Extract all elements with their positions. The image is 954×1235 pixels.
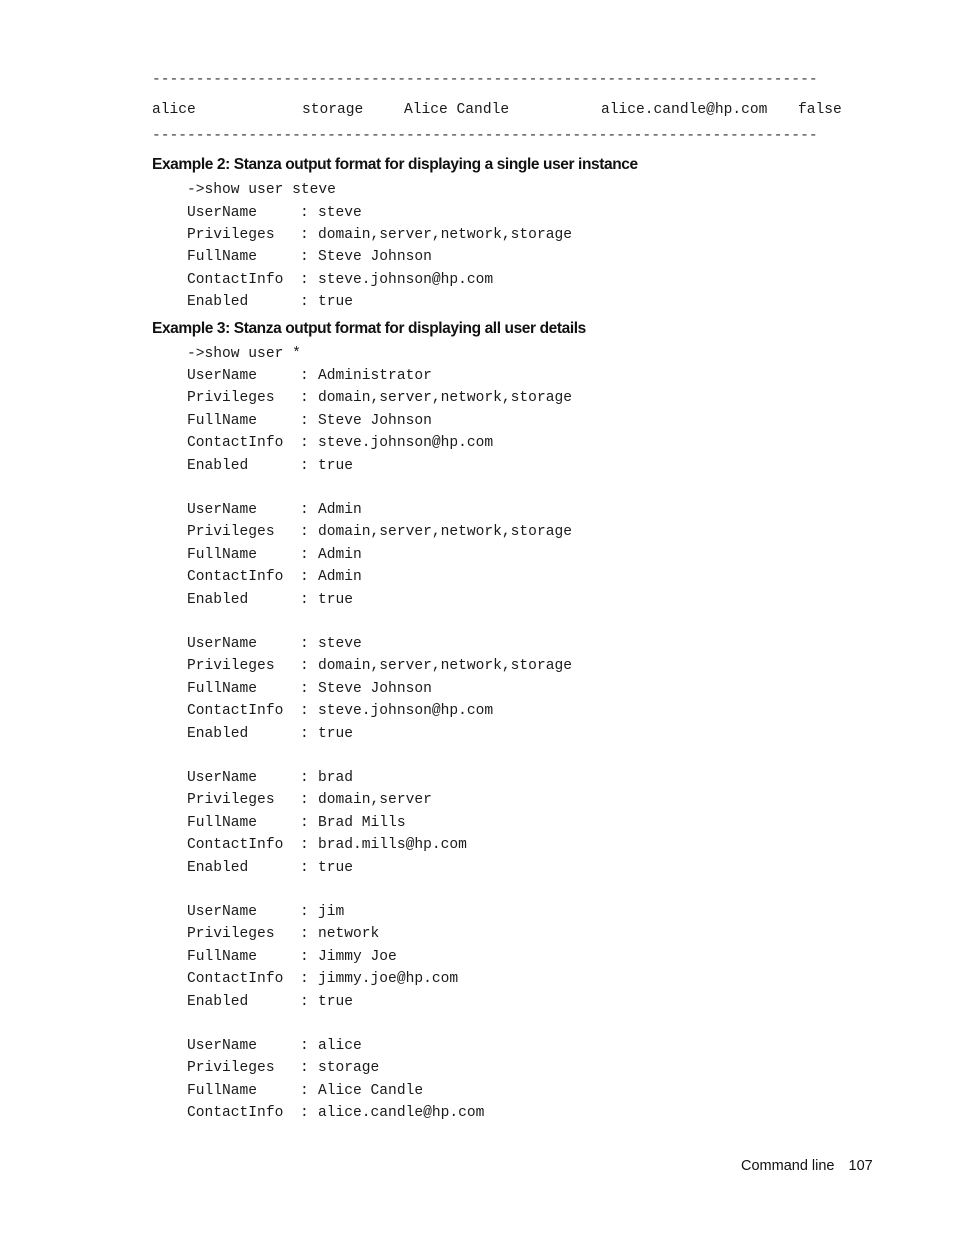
field-value: true bbox=[318, 591, 354, 608]
field-value: alice.candle@hp.com bbox=[318, 1105, 485, 1122]
table-rule-top: ---------------------------------------------------------------------------- bbox=[152, 72, 818, 88]
stanza-field-row bbox=[0, 432, 954, 454]
example3-command: ->show user * bbox=[187, 346, 301, 362]
field-value: Alice Candle bbox=[318, 1082, 424, 1099]
field-value: Steve Johnson bbox=[318, 680, 432, 697]
stanza-field-row bbox=[0, 365, 954, 387]
field-label: UserName bbox=[187, 204, 258, 221]
stanza-field-row bbox=[0, 269, 954, 291]
field-separator: : bbox=[300, 993, 309, 1010]
stanza-field-row bbox=[0, 723, 954, 745]
field-separator: : bbox=[300, 294, 309, 311]
table-cell-username: alice bbox=[152, 102, 196, 118]
field-separator: : bbox=[300, 948, 309, 965]
field-label: Enabled bbox=[187, 591, 249, 608]
field-label: Privileges bbox=[187, 226, 275, 243]
field-separator: : bbox=[300, 971, 309, 988]
field-separator: : bbox=[300, 680, 309, 697]
stanza-field-row bbox=[0, 767, 954, 789]
field-separator: : bbox=[300, 1105, 309, 1122]
table-cell-privileges: storage bbox=[302, 102, 364, 118]
stanza-field-row bbox=[0, 923, 954, 945]
field-value: brad.mills@hp.com bbox=[318, 837, 467, 854]
stanza-field-row bbox=[0, 589, 954, 611]
page-number: 107 bbox=[848, 1158, 873, 1174]
stanza-field-row bbox=[0, 1057, 954, 1079]
field-separator: : bbox=[300, 524, 309, 541]
field-label: UserName bbox=[187, 1038, 258, 1054]
field-separator: : bbox=[300, 226, 309, 243]
field-value: steve.johnson@hp.com bbox=[318, 703, 494, 720]
field-separator: : bbox=[300, 837, 309, 854]
field-label: Enabled bbox=[187, 993, 249, 1010]
field-value: storage bbox=[318, 1060, 380, 1077]
field-separator: : bbox=[300, 1082, 309, 1099]
stanza-field-row bbox=[0, 812, 954, 834]
field-separator: : bbox=[300, 658, 309, 675]
field-label: FullName bbox=[187, 814, 258, 831]
field-label: ContactInfo bbox=[187, 1105, 284, 1122]
field-value: domain,server,network,storage bbox=[318, 226, 572, 243]
table-rule-bottom: ---------------------------------------------------------------------------- bbox=[152, 128, 818, 144]
field-separator: : bbox=[300, 703, 309, 720]
field-separator: : bbox=[300, 591, 309, 608]
field-value: brad bbox=[318, 770, 354, 786]
field-label: UserName bbox=[187, 368, 258, 384]
field-label: ContactInfo bbox=[187, 837, 284, 854]
field-separator: : bbox=[300, 412, 309, 429]
stanza-field-row bbox=[0, 387, 954, 409]
field-label: FullName bbox=[187, 412, 258, 429]
stanza-field-row bbox=[0, 655, 954, 677]
field-value: Steve Johnson bbox=[318, 249, 432, 266]
field-separator: : bbox=[300, 249, 309, 266]
field-separator: : bbox=[300, 904, 309, 920]
field-value: steve.johnson@hp.com bbox=[318, 271, 494, 288]
field-label: ContactInfo bbox=[187, 435, 284, 452]
field-label: UserName bbox=[187, 636, 258, 652]
field-separator: : bbox=[300, 457, 309, 474]
field-label: FullName bbox=[187, 680, 258, 697]
field-value: Admin bbox=[318, 569, 362, 586]
field-value: domain,server,network,storage bbox=[318, 658, 572, 675]
field-value: domain,server bbox=[318, 792, 432, 809]
stanza-field-row bbox=[0, 521, 954, 543]
stanza-field-row bbox=[0, 410, 954, 432]
field-separator: : bbox=[300, 204, 309, 221]
field-value: Brad Mills bbox=[318, 814, 406, 831]
field-label: Privileges bbox=[187, 390, 275, 407]
stanza-field-row bbox=[0, 202, 954, 224]
stanza-field-row bbox=[0, 991, 954, 1013]
stanza-field-row bbox=[0, 455, 954, 477]
stanza-field-row bbox=[0, 291, 954, 313]
stanza-field-row bbox=[0, 901, 954, 923]
field-label: Enabled bbox=[187, 457, 249, 474]
field-label: FullName bbox=[187, 1082, 258, 1099]
stanza-field-row bbox=[0, 224, 954, 246]
field-value: true bbox=[318, 294, 354, 311]
stanza-field-row bbox=[0, 633, 954, 655]
field-label: Enabled bbox=[187, 725, 249, 742]
field-label: ContactInfo bbox=[187, 271, 284, 288]
field-separator: : bbox=[300, 368, 309, 384]
field-separator: : bbox=[300, 859, 309, 876]
field-separator: : bbox=[300, 814, 309, 831]
field-separator: : bbox=[300, 636, 309, 652]
field-value: true bbox=[318, 859, 354, 876]
stanza-field-row bbox=[0, 1102, 954, 1124]
stanza-field-row bbox=[0, 789, 954, 811]
example2-command: ->show user steve bbox=[187, 182, 336, 198]
field-separator: : bbox=[300, 1060, 309, 1077]
field-separator: : bbox=[300, 271, 309, 288]
table-cell-contactinfo: alice.candle@hp.com bbox=[601, 102, 768, 118]
field-label: FullName bbox=[187, 546, 258, 563]
table-cell-fullname: Alice Candle bbox=[404, 102, 510, 118]
field-label: Privileges bbox=[187, 658, 275, 675]
field-label: Privileges bbox=[187, 524, 275, 541]
stanza-field-row bbox=[0, 566, 954, 588]
stanza-field-row bbox=[0, 946, 954, 968]
field-label: ContactInfo bbox=[187, 703, 284, 720]
stanza-field-row bbox=[0, 678, 954, 700]
field-separator: : bbox=[300, 725, 309, 742]
page-footer bbox=[741, 1158, 873, 1174]
field-label: Privileges bbox=[187, 792, 275, 809]
field-value: steve bbox=[318, 636, 362, 652]
field-value: jim bbox=[318, 904, 345, 920]
field-value: true bbox=[318, 457, 354, 474]
field-separator: : bbox=[300, 792, 309, 809]
stanza-field-row bbox=[0, 700, 954, 722]
field-separator: : bbox=[300, 435, 309, 452]
field-value: Admin bbox=[318, 502, 362, 518]
field-separator: : bbox=[300, 926, 309, 943]
stanza-field-row bbox=[0, 1080, 954, 1102]
field-separator: : bbox=[300, 546, 309, 563]
field-separator: : bbox=[300, 569, 309, 586]
stanza-field-row bbox=[0, 968, 954, 990]
stanza-field-row bbox=[0, 499, 954, 521]
field-separator: : bbox=[300, 390, 309, 407]
field-value: jimmy.joe@hp.com bbox=[318, 971, 459, 988]
stanza-field-row bbox=[0, 1035, 954, 1057]
field-label: ContactInfo bbox=[187, 971, 284, 988]
table-cell-enabled: false bbox=[798, 102, 842, 118]
stanza-field-row bbox=[0, 834, 954, 856]
field-value: true bbox=[318, 725, 354, 742]
field-value: domain,server,network,storage bbox=[318, 390, 572, 407]
field-value: true bbox=[318, 993, 354, 1010]
stanza-field-row bbox=[0, 246, 954, 268]
field-value: alice bbox=[318, 1038, 362, 1054]
field-value: Steve Johnson bbox=[318, 412, 432, 429]
footer-section-title: Command line bbox=[741, 1158, 835, 1174]
field-separator: : bbox=[300, 770, 309, 786]
field-separator: : bbox=[300, 502, 309, 518]
example2-heading: Example 2: Stanza output format for displaying a single user instance bbox=[152, 156, 638, 173]
field-label: UserName bbox=[187, 770, 258, 786]
field-value: Jimmy Joe bbox=[318, 948, 397, 965]
field-value: network bbox=[318, 926, 380, 943]
stanza-field-row bbox=[0, 544, 954, 566]
field-separator: : bbox=[300, 1038, 309, 1054]
field-label: ContactInfo bbox=[187, 569, 284, 586]
field-value: steve.johnson@hp.com bbox=[318, 435, 494, 452]
field-label: Enabled bbox=[187, 294, 249, 311]
field-label: UserName bbox=[187, 502, 258, 518]
field-label: Privileges bbox=[187, 1060, 275, 1077]
field-value: domain,server,network,storage bbox=[318, 524, 572, 541]
field-label: Enabled bbox=[187, 859, 249, 876]
field-value: steve bbox=[318, 204, 362, 221]
field-label: UserName bbox=[187, 904, 258, 920]
example3-heading: Example 3: Stanza output format for displaying all user details bbox=[152, 320, 586, 337]
field-label: FullName bbox=[187, 249, 258, 266]
field-label: Privileges bbox=[187, 926, 275, 943]
field-value: Administrator bbox=[318, 368, 432, 384]
field-label: FullName bbox=[187, 948, 258, 965]
field-value: Admin bbox=[318, 546, 362, 563]
stanza-field-row bbox=[0, 857, 954, 879]
